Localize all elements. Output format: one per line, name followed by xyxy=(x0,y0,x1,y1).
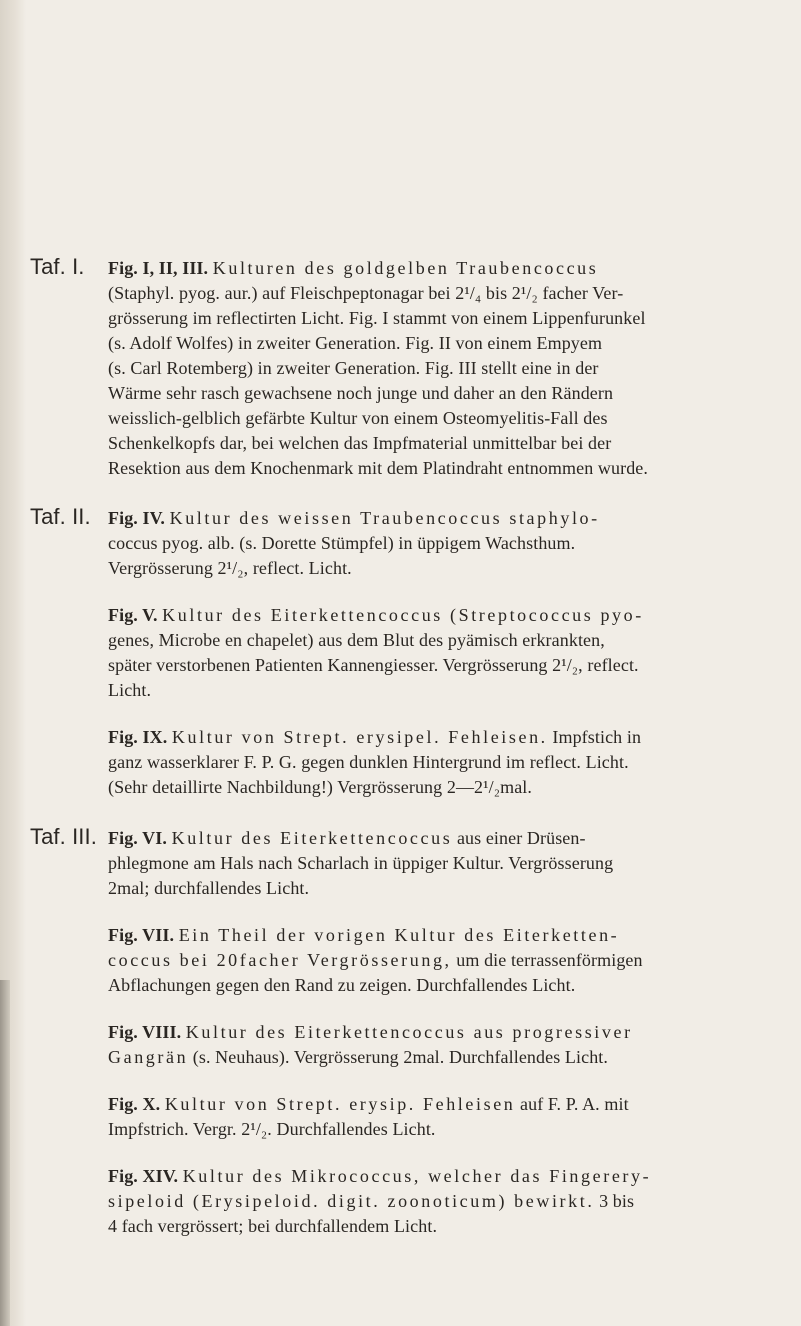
plate-label: Taf. I. xyxy=(30,254,85,279)
figure-line xyxy=(108,725,641,750)
figure-line: Abflachungen gegen den Rand zu zeigen. Durchfallendes Licht. xyxy=(108,975,576,995)
figure-title: Kultur des Eiterkettencoccus xyxy=(171,828,453,848)
figure-text: (s. Neuhaus). Vergrösserung 2mal. Durchfallendes Licht. xyxy=(192,1047,609,1067)
figure-title: Kultur von Strept. erysipel. Fehleisen. xyxy=(171,727,548,747)
figure-title: Gangrän xyxy=(108,1047,189,1067)
page-shadow xyxy=(0,980,10,1326)
figure-number: Fig. XIV. xyxy=(108,1166,179,1186)
figure-text: auf F. P. A. mit xyxy=(520,1094,629,1114)
figure-line: Vergrösserung 2¹/₂, reflect. Licht. xyxy=(108,558,352,578)
figure-title: Ein Theil der vorigen Kultur des Eiterketten- xyxy=(178,925,620,945)
figure-line: (s. Carl Rotemberg) in zweiter Generation. Fig. III stellt eine in der xyxy=(108,358,599,378)
figure-line xyxy=(108,923,619,948)
figure-line: weisslich-gelblich gefärbte Kultur von einem Osteomyelitis-Fall des xyxy=(108,408,608,428)
figure-title: Kultur von Strept. erysip. Fehleisen xyxy=(164,1094,516,1114)
figure-line xyxy=(108,1045,608,1070)
figure-title: Kulturen des goldgelben Traubencoccus xyxy=(212,258,599,278)
figure-line: genes, Microbe en chapelet) aus dem Blut des pyämisch erkrankten, xyxy=(108,630,605,650)
figure-line xyxy=(108,256,768,281)
plate-label: Taf. II. xyxy=(30,504,91,529)
figure-line xyxy=(108,603,644,628)
figure-number: Fig. I, II, III. xyxy=(108,258,209,278)
figure-line: Schenkelkopfs dar, bei welchen das Impfmaterial unmittelbar bei der xyxy=(108,433,612,453)
figure-line xyxy=(108,1092,629,1117)
figure-title: Kultur des Mikrococcus, welcher das Fingerery- xyxy=(182,1166,652,1186)
figure-line: Resektion aus dem Knochenmark mit dem Platindraht entnommen wurde. xyxy=(108,458,648,478)
figure-number: Fig. VI. xyxy=(108,828,167,848)
figure-text: um die terrassenförmigen xyxy=(456,950,643,970)
figure-title: coccus bei 20facher Vergrösserung, xyxy=(108,950,452,970)
figure-number: Fig. IX. xyxy=(108,727,168,747)
figure-line: später verstorbenen Patienten Kannengiesser. Vergrösserung 2¹/₂, reflect. xyxy=(108,655,639,675)
figure-text: 3 bis xyxy=(599,1191,635,1211)
figure-number: Fig. IV. xyxy=(108,508,165,528)
figure-number: Fig. X. xyxy=(108,1094,161,1114)
figure-line xyxy=(108,1164,651,1189)
figure-line: Licht. xyxy=(108,680,152,700)
figure-title: Kultur des Eiterkettencoccus (Streptococcus pyo- xyxy=(162,605,644,625)
figure-line: phlegmone am Hals nach Scharlach in üppiger Kultur. Vergrösserung xyxy=(108,853,614,873)
figure-title: Kultur des Eiterkettencoccus aus progressiver xyxy=(185,1022,633,1042)
figure-title: Kultur des weissen Traubencoccus staphylo- xyxy=(169,508,600,528)
figure-line: Wärme sehr rasch gewachsene noch junge und daher an den Rändern xyxy=(108,383,614,403)
figure-line: (Staphyl. pyog. aur.) auf Fleischpeptonagar bei 2¹/₄ bis 2¹/₂ facher Ver- xyxy=(108,283,624,303)
figure-title: sipeloid (Erysipeloid. digit. zoonoticum) bewirkt. xyxy=(108,1191,595,1211)
figure-line xyxy=(108,948,643,973)
figure-line xyxy=(108,1020,633,1045)
figure-line: coccus pyog. alb. (s. Dorette Stümpfel) in üppigem Wachsthum. xyxy=(108,533,576,553)
figure-line xyxy=(108,1189,634,1214)
figure-line: Impfstrich. Vergr. 2¹/₂. Durchfallendes Licht. xyxy=(108,1119,436,1139)
figure-line: 2mal; durchfallendes Licht. xyxy=(108,878,310,898)
plate-label: Taf. III. xyxy=(30,824,97,849)
figure-text: Impfstich in xyxy=(552,727,642,747)
figure-number: Fig. VII. xyxy=(108,925,175,945)
figure-line: (Sehr detaillirte Nachbildung!) Vergrösserung 2—2¹/₂mal. xyxy=(108,777,533,797)
figure-number: Fig. VIII. xyxy=(108,1022,182,1042)
figure-line: ganz wasserklarer F. P. G. gegen dunklen Hintergrund im reflect. Licht. xyxy=(108,752,629,772)
figure-line xyxy=(108,506,600,531)
figure-line: 4 fach vergrössert; bei durchfallendem Licht. xyxy=(108,1216,438,1236)
figure-line: grösserung im reflectirten Licht. Fig. I stammt von einem Lippenfurunkel xyxy=(108,308,646,328)
figure-line: (s. Adolf Wolfes) in zweiter Generation. Fig. II von einem Empyem xyxy=(108,333,603,353)
figure-line xyxy=(108,826,586,851)
figure-text: aus einer Drüsen- xyxy=(456,828,586,848)
figure-number: Fig. V. xyxy=(108,605,158,625)
